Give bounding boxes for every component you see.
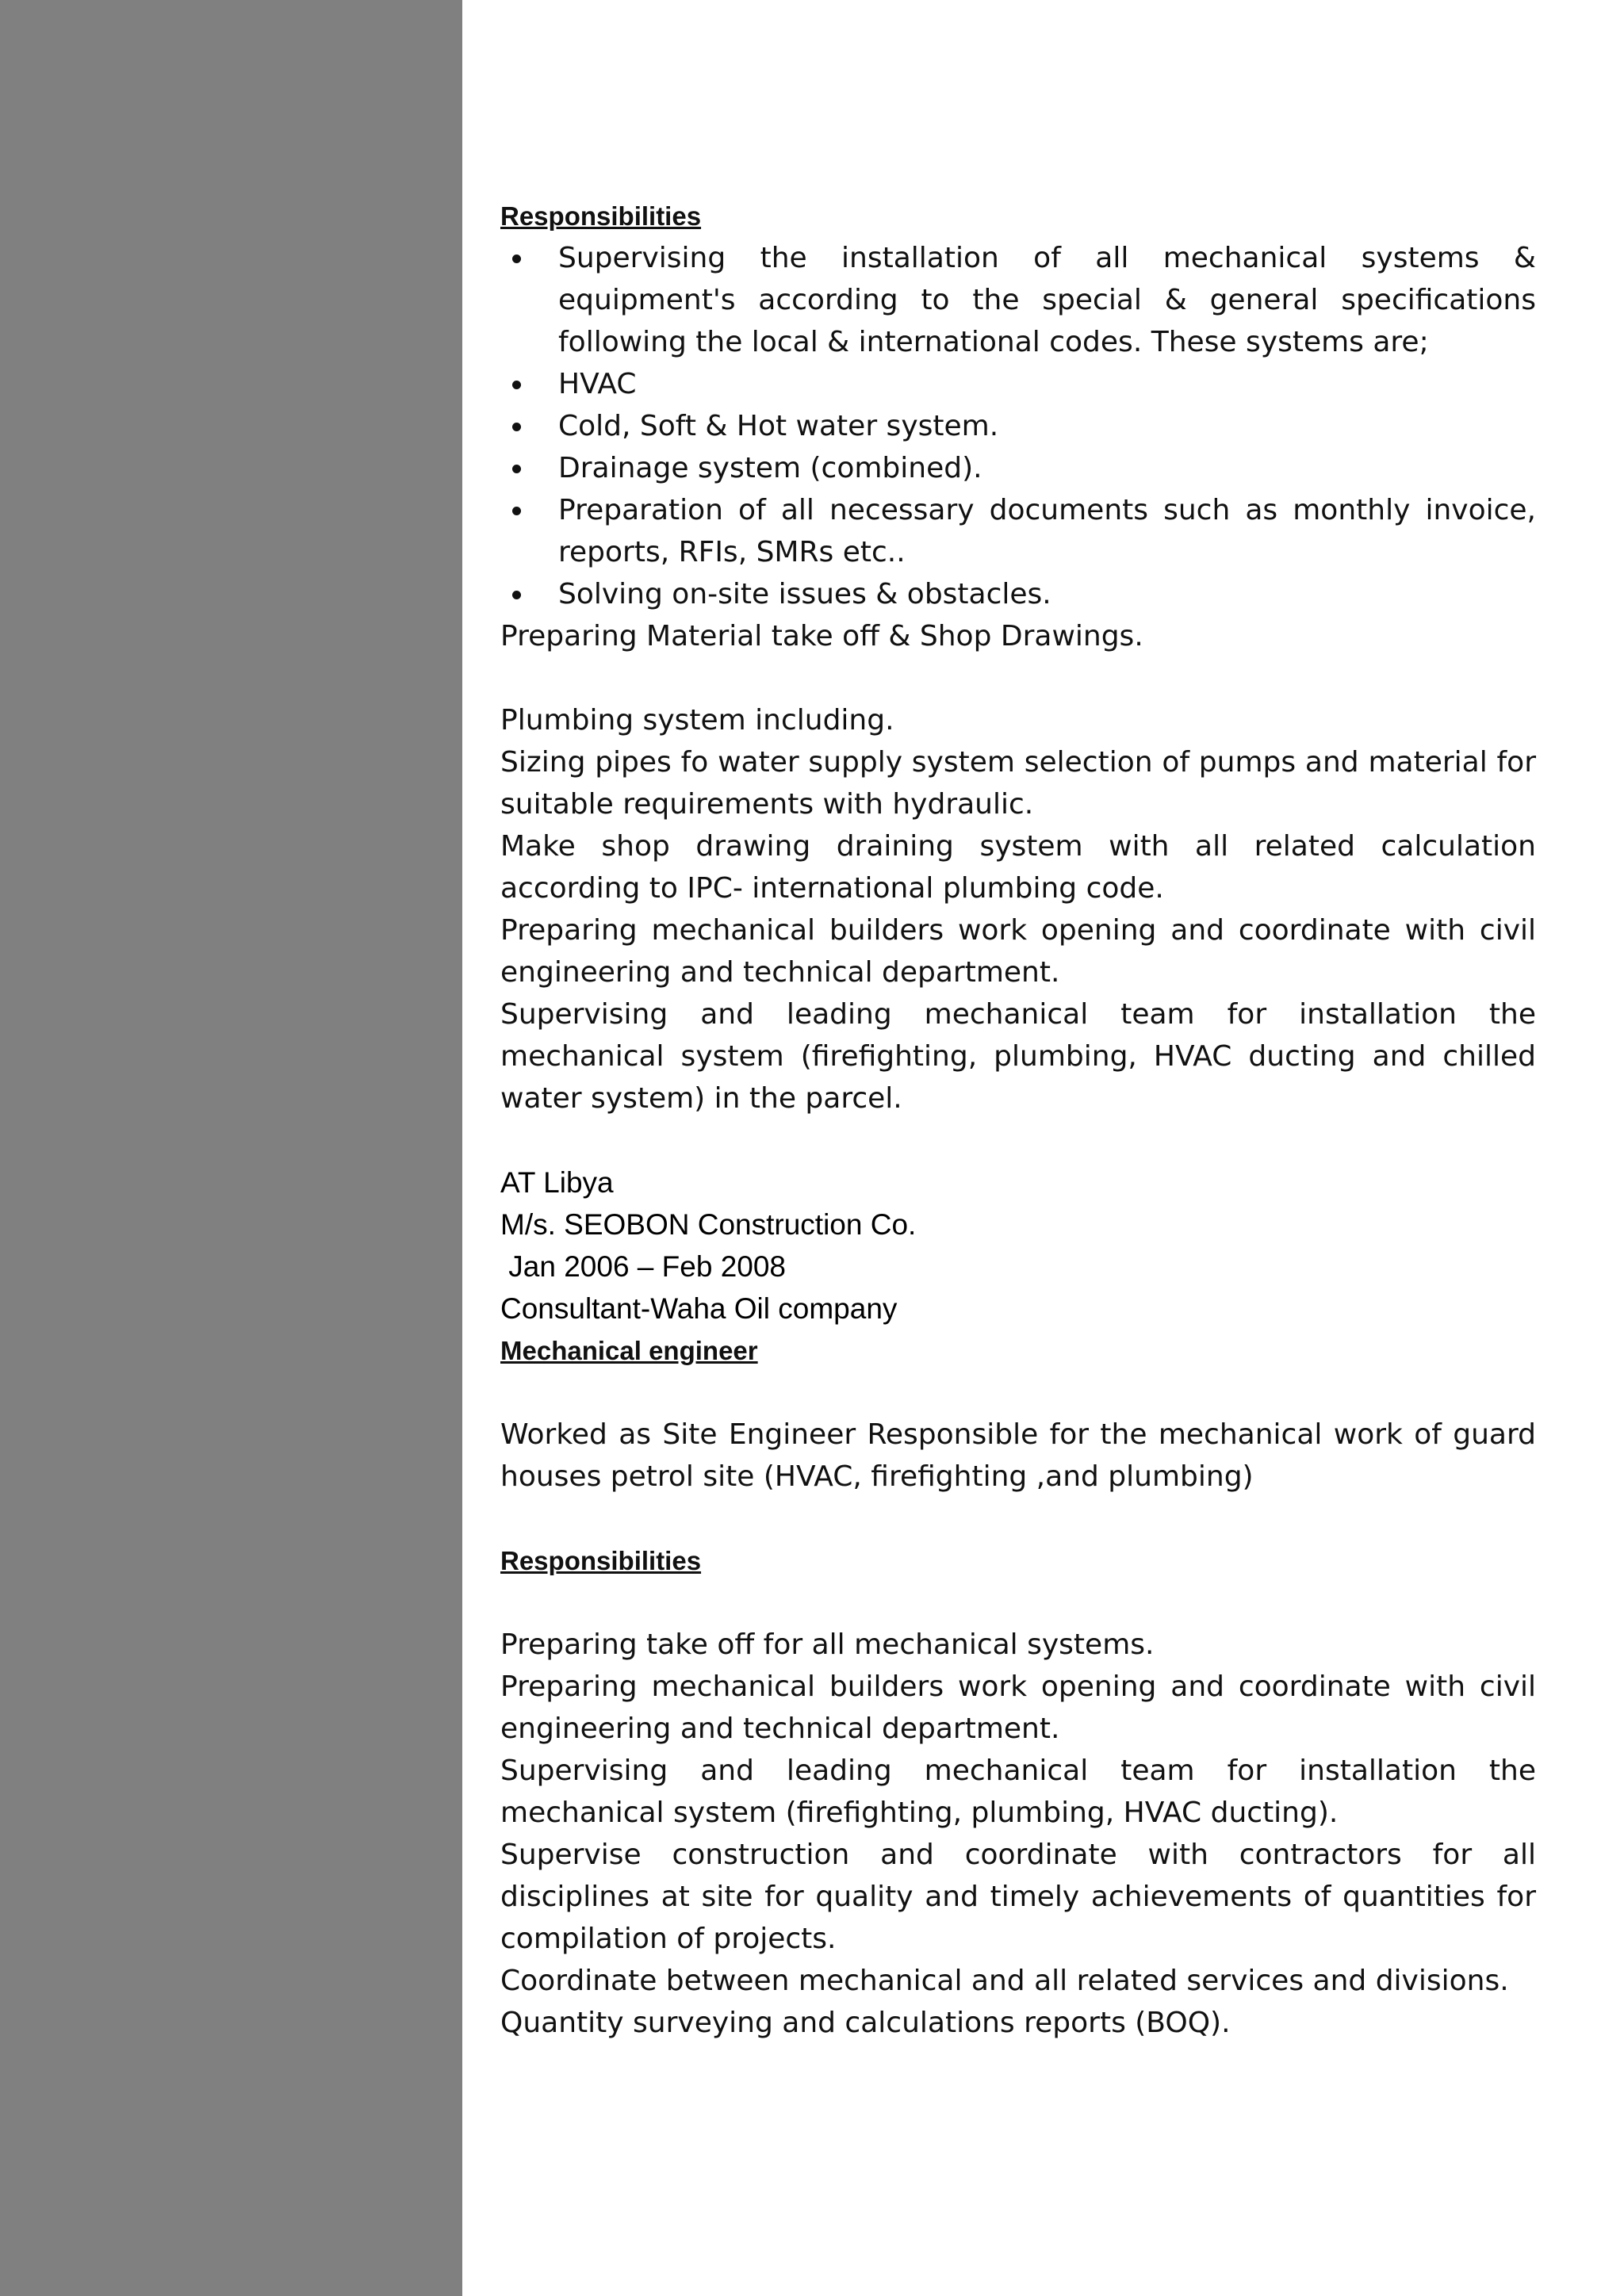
job-consultant: Consultant-Waha Oil company (500, 1292, 898, 1325)
paragraph: Supervising and leading mechanical team for installation the mechanical system (firefighting, plumbing, HVAC ducting). (500, 1755, 1536, 1829)
paragraph: Plumbing system including. (500, 704, 894, 737)
bullet-item (500, 447, 1536, 489)
bullet-text: Cold, Soft & Hot water system. (558, 410, 999, 442)
spacer (500, 1582, 1536, 1624)
spacer (500, 1119, 1536, 1161)
spacer (500, 657, 1536, 699)
bullet-icon (512, 507, 521, 515)
paragraph: Preparing Material take off & Shop Drawings. (500, 620, 1143, 652)
job-title: Mechanical engineer (500, 1336, 758, 1365)
bullet-icon (512, 465, 521, 473)
paragraph: Coordinate between mechanical and all related services and divisions. (500, 1965, 1509, 1997)
paragraph: Preparing mechanical builders work opening and coordinate with civil engineering and technical department. (500, 1670, 1536, 1745)
paragraph: Supervising and leading mechanical team for installation the mechanical system (firefighting, plumbing, HVAC ducting and chilled water system) in the parcel. (500, 998, 1536, 1115)
job-location: AT Libya (500, 1166, 614, 1199)
bullet-icon (512, 591, 521, 599)
bullet-icon (512, 423, 521, 431)
paragraph: Make shop drawing draining system with all related calculation according to IPC- international plumbing code. (500, 830, 1536, 905)
spacer (500, 1498, 1536, 1540)
paragraph: Preparing take off for all mechanical systems. (500, 1628, 1155, 1661)
bullet-item (500, 405, 1536, 447)
bullet-icon (512, 254, 521, 263)
paragraph: Preparing mechanical builders work opening and coordinate with civil engineering and technical department. (500, 914, 1536, 989)
paragraph: Supervise construction and coordinate with contractors for all disciplines at site for quality and timely achievements of quantities for compilation of projects. (500, 1839, 1536, 1955)
responsibilities-heading: Responsibilities (500, 1546, 702, 1575)
responsibilities-heading: Responsibilities (500, 201, 702, 231)
bullet-item (500, 573, 1536, 615)
bullet-text: HVAC (558, 368, 637, 400)
paragraph: Quantity surveying and calculations reports (BOQ). (500, 2007, 1231, 2039)
job-company: M/s. SEOBON Construction Co. (500, 1208, 917, 1241)
bullet-item (500, 489, 1536, 573)
bullet-icon (512, 381, 521, 389)
bullet-text: Supervising the installation of all mechanical systems & equipment's according to the special & general specifications following the local & international codes. These systems are; (558, 242, 1536, 358)
resume-page-content (500, 195, 1536, 2044)
paragraph: Sizing pipes fo water supply system selection of pumps and material for suitable requirements with hydraulic. (500, 746, 1536, 821)
job-dates: Jan 2006 – Feb 2008 (500, 1250, 787, 1283)
bullet-text: Solving on-site issues & obstacles. (558, 578, 1051, 610)
spacer (500, 1372, 1536, 1414)
bullet-item (500, 363, 1536, 405)
left-sidebar-band (0, 0, 462, 2296)
bullet-text: Preparation of all necessary documents such as monthly invoice, reports, RFIs, SMRs etc.. (558, 494, 1536, 568)
responsibilities-bullet-list (500, 237, 1536, 615)
bullet-item (500, 237, 1536, 363)
job-summary: Worked as Site Engineer Responsible for the mechanical work of guard houses petrol site (HVAC, firefighting ,and plumbing) (500, 1418, 1536, 1493)
bullet-text: Drainage system (combined). (558, 452, 982, 484)
